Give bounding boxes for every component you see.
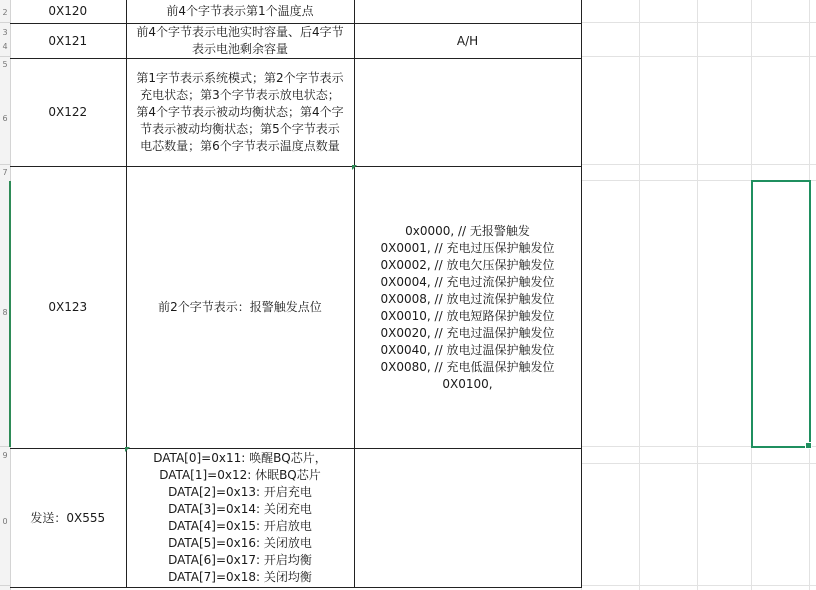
selected-cell[interactable]	[751, 180, 811, 448]
value-cell[interactable]	[354, 59, 581, 167]
address-cell[interactable]: 发送：0X555	[10, 449, 126, 588]
row-gridline	[581, 164, 816, 165]
cell-comment-marker	[125, 447, 130, 452]
column-gridline	[697, 0, 698, 590]
row-gridline	[581, 463, 816, 464]
row-gridline	[581, 56, 816, 57]
table-row	[10, 59, 581, 167]
address-cell[interactable]: 0X122	[10, 59, 126, 167]
row-number[interactable]: 8	[2, 308, 8, 317]
table-row	[10, 24, 581, 59]
description-cell[interactable]: 前4个字节表示第1个温度点	[126, 0, 354, 24]
row-number[interactable]: 5	[2, 60, 8, 69]
table-row	[10, 167, 581, 449]
row-separator	[0, 164, 10, 165]
table-row	[10, 0, 581, 24]
row-number[interactable]: 2	[2, 8, 8, 17]
value-cell[interactable]	[354, 0, 581, 24]
row-separator	[0, 56, 10, 57]
row-number[interactable]: 7	[2, 168, 8, 177]
row-number[interactable]: 3	[2, 28, 8, 37]
row-number[interactable]: 6	[2, 114, 8, 123]
address-cell[interactable]: 0X121	[10, 24, 126, 59]
register-table	[10, 0, 582, 588]
cell-comment-marker	[352, 165, 357, 170]
row-separator	[0, 22, 10, 23]
fill-handle[interactable]	[805, 442, 812, 449]
description-cell[interactable]: 前2个字节表示：报警触发点位	[126, 167, 354, 449]
description-cell[interactable]: 前4个字节表示电池实时容量、后4字节 表示电池剩余容量	[126, 24, 354, 59]
address-cell[interactable]: 0X123	[10, 167, 126, 449]
value-cell[interactable]	[354, 449, 581, 588]
row-number[interactable]: 0	[2, 517, 8, 526]
description-cell[interactable]: 第1字节表示系统模式；第2个字节表示 充电状态；第3个字节表示放电状态； 第4个字节表示被动均衡状态；第4个字 节表示被动均衡状态；第5个字节表示 电芯数量；第6个字节表示温度点数量	[126, 59, 354, 167]
description-cell[interactable]: DATA[0]=0x11: 唤醒BQ芯片， DATA[1]=0x12: 休眠BQ芯片 DATA[2]=0x13: 开启充电 DATA[3]=0x14: 关闭充电 DATA[4]=0x15: 开启放电 DATA[5]=0x16: 关闭放电 DATA[6]=0x17: 开启均衡 DATA[7]=0x18: 关闭均衡	[126, 449, 354, 588]
row-number[interactable]: 4	[2, 42, 8, 51]
row-separator	[0, 585, 10, 586]
value-cell[interactable]: A/H	[354, 24, 581, 59]
value-cell[interactable]: 0x0000, // 无报警触发 0X0001, // 充电过压保护触发位 0X0002, // 放电欠压保护触发位 0X0004, // 充电过流保护触发位 0X0008, // 放电过流保护触发位 0X0010, // 放电短路保护触发位 0X0020, // 充电过温保护触发位 0X0040, // 放电过温保护触发位 0X0080, // 充电低温保护触发位 0X0100,	[354, 167, 581, 449]
row-number[interactable]: 9	[2, 451, 8, 460]
row-gridline	[581, 22, 816, 23]
table-row	[10, 449, 581, 588]
address-cell[interactable]: 0X120	[10, 0, 126, 24]
column-gridline	[639, 0, 640, 590]
row-gridline	[581, 585, 816, 586]
